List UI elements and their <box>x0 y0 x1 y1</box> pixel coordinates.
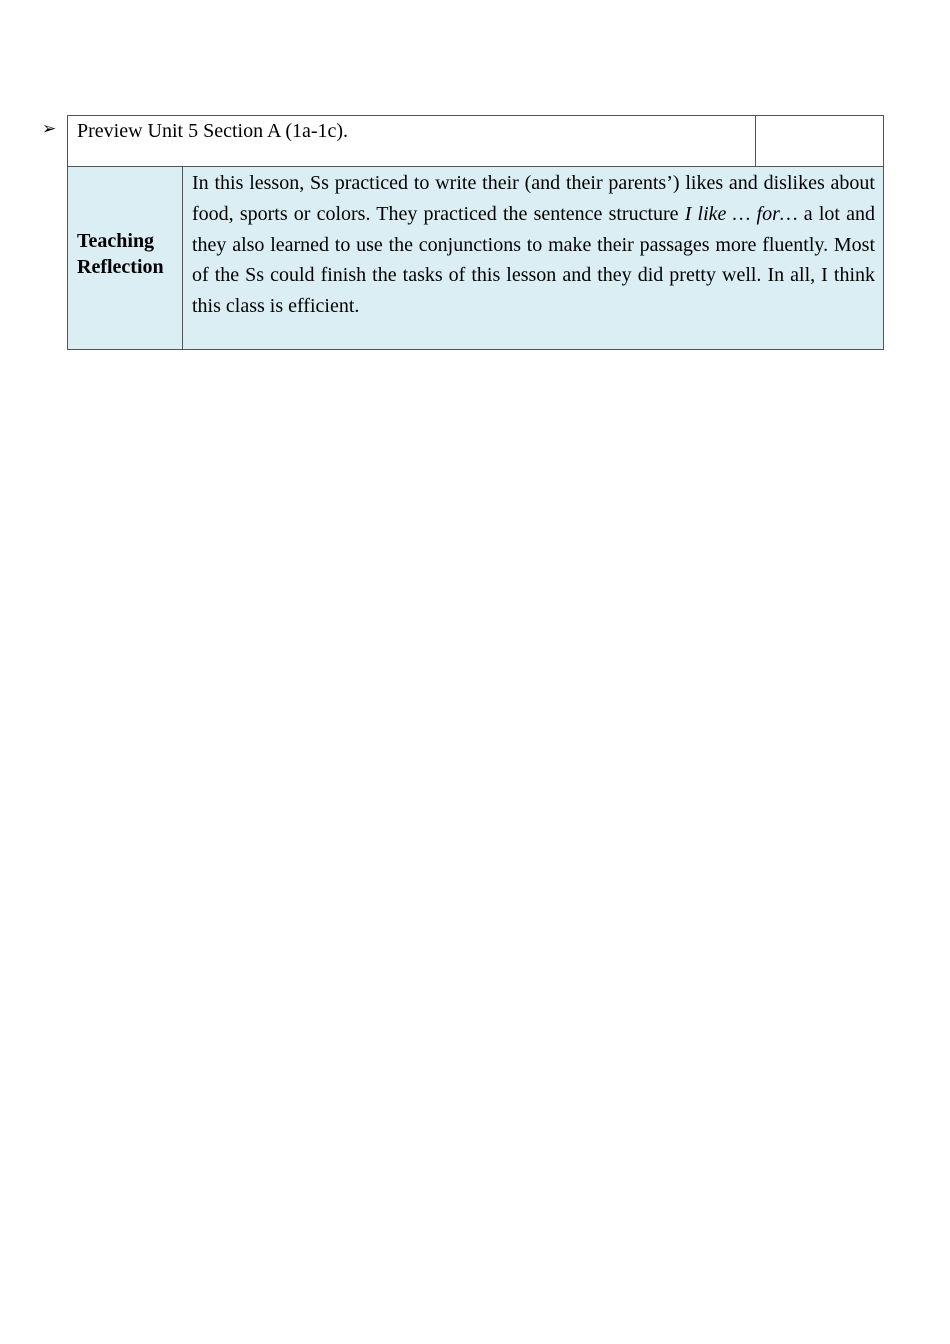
preview-cell <box>68 116 756 167</box>
lesson-table <box>67 115 884 350</box>
reflection-text-italic: I like … for… <box>684 202 798 225</box>
preview-empty-cell <box>756 116 884 167</box>
reflection-label-line2: Reflection <box>77 256 164 278</box>
reflection-label <box>68 228 182 288</box>
reflection-text-cell <box>183 167 884 350</box>
reflection-label-cell <box>68 167 183 350</box>
reflection-text-part2: a lot and they also learned to use the conjunctions to make their passages more fluently. Most of the Ss could finish the tasks of this lesson and they did pretty well. In all, I think this class is efficient. <box>192 202 875 318</box>
reflection-text-part1: In this lesson, Ss practiced to write their (and their parents’) likes and dislikes about food, sports or colors. They practiced the sentence structure <box>192 172 875 225</box>
reflection-label-line1: Teaching <box>77 230 155 252</box>
reflection-text <box>183 167 883 349</box>
preview-row <box>68 116 884 167</box>
arrow-bullet-icon: ➢ <box>42 119 57 139</box>
preview-text: Preview Unit 5 Section A (1a-1c). <box>77 120 349 142</box>
reflection-row <box>68 167 884 350</box>
